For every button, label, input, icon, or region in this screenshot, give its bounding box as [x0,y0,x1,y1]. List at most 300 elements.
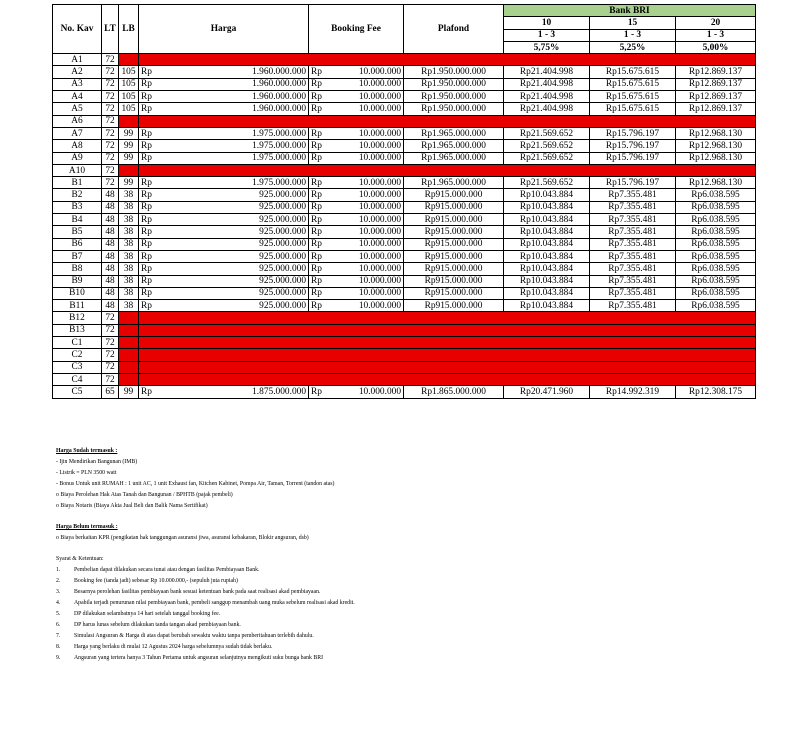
lb-cell: 99 [119,152,139,164]
kav-cell: B2 [53,189,102,201]
lb-cell: 105 [119,103,139,115]
harga-currency: Rp [139,300,161,312]
table-row [53,226,756,238]
installment-20-cell: Rp12.968.130 [676,177,756,189]
lb-cell: 99 [119,177,139,189]
harga-currency: Rp [139,127,161,139]
booking-currency: Rp [309,300,331,312]
lb-cell: 105 [119,91,139,103]
table-row [53,103,756,115]
installment-15-cell: Rp7.355.481 [590,263,676,275]
installment-10-cell: Rp10.043.884 [504,300,590,312]
term-text: Booking fee (tanda jadi) sebesar Rp 10.000.000,- (sepuluh juta rupiah) [74,578,238,584]
term-text: Angsuran yang tertera hanya 3 Tahun Pertama untuk angsuran selanjutnya mengikuti suku bunga bank BRI [74,655,324,661]
table-row-sold [53,164,756,176]
harga-cell: 1.960.000.000 [161,78,309,90]
sold-cell [139,115,756,127]
sold-cell [119,337,139,349]
lt-cell: 48 [102,287,119,299]
booking-currency: Rp [309,287,331,299]
header-fix-15: 1 - 3 [590,29,676,41]
kav-cell: A9 [53,152,102,164]
plafond-cell: Rp915.000.000 [404,263,504,275]
lt-cell: 72 [102,361,119,373]
kav-cell: B12 [53,312,102,324]
lt-cell: 48 [102,300,119,312]
lt-cell: 72 [102,91,119,103]
header-plafond: Plafond [404,5,504,54]
included-item: o Biaya Perolehan Hak Atas Tanah dan Bangunan / BPHTB (pajak pembeli) [56,492,233,498]
lt-cell: 72 [102,66,119,78]
lt-cell: 48 [102,238,119,250]
plafond-cell: Rp915.000.000 [404,189,504,201]
installment-15-cell: Rp7.355.481 [590,238,676,250]
booking-fee-cell: 10.000.000 [331,189,404,201]
sold-cell [119,164,139,176]
table-row [53,66,756,78]
table-row [53,91,756,103]
installment-10-cell: Rp21.404.998 [504,91,590,103]
installment-20-cell: Rp12.869.137 [676,66,756,78]
installment-20-cell: Rp12.308.175 [676,386,756,398]
kav-cell: B7 [53,250,102,262]
table-row [53,140,756,152]
kav-cell: B10 [53,287,102,299]
kav-cell: A5 [53,103,102,115]
installment-15-cell: Rp15.796.197 [590,152,676,164]
lb-cell: 38 [119,238,139,250]
harga-cell: 925.000.000 [161,250,309,262]
kav-cell: C5 [53,386,102,398]
harga-currency: Rp [139,78,161,90]
harga-cell: 1.960.000.000 [161,91,309,103]
installment-20-cell: Rp6.038.595 [676,226,756,238]
sold-cell [119,361,139,373]
plafond-cell: Rp1.950.000.000 [404,91,504,103]
sold-cell [139,312,756,324]
kav-cell: B6 [53,238,102,250]
booking-currency: Rp [309,66,331,78]
harga-cell: 925.000.000 [161,226,309,238]
plafond-cell: Rp1.950.000.000 [404,103,504,115]
plafond-cell: Rp915.000.000 [404,201,504,213]
sold-cell [139,361,756,373]
term-text: Harga yang berlaku di mulai 12 Agustus 2024 harga sebelumnya sudah tidak berlaku. [74,644,273,650]
installment-10-cell: Rp21.404.998 [504,66,590,78]
header-fix-20: 1 - 3 [676,29,756,41]
booking-fee-cell: 10.000.000 [331,386,404,398]
installment-15-cell: Rp7.355.481 [590,250,676,262]
lt-cell: 65 [102,386,119,398]
term-item [56,587,776,598]
harga-cell: 1.960.000.000 [161,66,309,78]
harga-currency: Rp [139,263,161,275]
booking-fee-cell: 10.000.000 [331,152,404,164]
table-row-sold [53,54,756,66]
lb-cell: 99 [119,386,139,398]
installment-20-cell: Rp6.038.595 [676,287,756,299]
table-row-sold [53,324,756,336]
header-bank: Bank BRI [504,5,756,17]
plafond-cell: Rp915.000.000 [404,300,504,312]
installment-10-cell: Rp21.404.998 [504,78,590,90]
booking-currency: Rp [309,189,331,201]
booking-fee-cell: 10.000.000 [331,127,404,139]
term-item [56,642,776,653]
booking-currency: Rp [309,140,331,152]
installment-20-cell: Rp12.968.130 [676,152,756,164]
term-number: 3. [56,589,61,595]
harga-currency: Rp [139,189,161,201]
harga-currency: Rp [139,103,161,115]
lt-cell: 72 [102,337,119,349]
installment-10-cell: Rp21.404.998 [504,103,590,115]
excluded-title: Harga Belum termasuk : [56,524,118,530]
lb-cell: 38 [119,226,139,238]
installment-15-cell: Rp15.796.197 [590,140,676,152]
term-number: 5. [56,611,61,617]
kav-cell: A8 [53,140,102,152]
installment-15-cell: Rp15.675.615 [590,91,676,103]
included-title: Harga Sudah termasuk : [56,448,118,454]
lt-cell: 48 [102,189,119,201]
booking-fee-cell: 10.000.000 [331,250,404,262]
lt-cell: 72 [102,177,119,189]
harga-cell: 925.000.000 [161,275,309,287]
table-row [53,177,756,189]
installment-20-cell: Rp6.038.595 [676,250,756,262]
table-row [53,275,756,287]
booking-currency: Rp [309,78,331,90]
installment-15-cell: Rp15.675.615 [590,66,676,78]
term-item [56,653,776,664]
kav-cell: A6 [53,115,102,127]
harga-currency: Rp [139,226,161,238]
booking-currency: Rp [309,91,331,103]
excluded-item: o Biaya berkaitan KPR (pengikatan hak tanggungan asuransi jiwa, asuransi kebakaran, Blokir angsuran, dsb) [56,535,309,541]
table-row-sold [53,115,756,127]
harga-cell: 1.875.000.000 [161,386,309,398]
installment-10-cell: Rp21.569.652 [504,177,590,189]
plafond-cell: Rp1.965.000.000 [404,140,504,152]
table-row [53,127,756,139]
sold-cell [119,324,139,336]
installment-10-cell: Rp21.569.652 [504,140,590,152]
plafond-cell: Rp915.000.000 [404,250,504,262]
header-tenor-10: 10 [504,17,590,29]
lt-cell: 48 [102,250,119,262]
lt-cell: 72 [102,140,119,152]
harga-cell: 925.000.000 [161,238,309,250]
harga-cell: 925.000.000 [161,300,309,312]
lt-cell: 72 [102,373,119,385]
installment-20-cell: Rp12.968.130 [676,127,756,139]
harga-currency: Rp [139,201,161,213]
sold-cell [139,349,756,361]
installment-15-cell: Rp7.355.481 [590,189,676,201]
lb-cell: 99 [119,140,139,152]
installment-15-cell: Rp7.355.481 [590,226,676,238]
plafond-cell: Rp915.000.000 [404,275,504,287]
sold-cell [139,324,756,336]
header-rate-15: 5,25% [590,41,676,53]
installment-20-cell: Rp6.038.595 [676,238,756,250]
lb-cell: 38 [119,263,139,275]
lb-cell: 105 [119,66,139,78]
booking-currency: Rp [309,263,331,275]
sold-cell [119,349,139,361]
harga-cell: 1.975.000.000 [161,140,309,152]
installment-15-cell: Rp7.355.481 [590,287,676,299]
plafond-cell: Rp915.000.000 [404,287,504,299]
installment-10-cell: Rp10.043.884 [504,263,590,275]
term-item [56,598,776,609]
booking-fee-cell: 10.000.000 [331,177,404,189]
term-number: 7. [56,633,61,639]
table-row [53,386,756,398]
table-row [53,78,756,90]
notes-section [56,446,776,664]
table-row [53,189,756,201]
sold-cell [139,373,756,385]
lt-cell: 48 [102,263,119,275]
harga-currency: Rp [139,386,161,398]
installment-15-cell: Rp7.355.481 [590,300,676,312]
plafond-cell: Rp1.950.000.000 [404,66,504,78]
kav-cell: B5 [53,226,102,238]
term-item [56,620,776,631]
term-text: Apabila terjadi penurunan nilai pembiayaan bank, pembeli sanggup menambah uang muka sebelum realisasi akad kredit. [74,600,355,606]
term-text: Pembelian dapat dilakukan secara tunai atau dengan fasilitas Pembiayaan Bank. [74,567,260,573]
installment-15-cell: Rp7.355.481 [590,214,676,226]
kav-cell: C2 [53,349,102,361]
sold-cell [119,54,139,66]
kav-cell: A4 [53,91,102,103]
lt-cell: 48 [102,226,119,238]
installment-10-cell: Rp10.043.884 [504,287,590,299]
installment-20-cell: Rp6.038.595 [676,201,756,213]
term-item [56,609,776,620]
booking-currency: Rp [309,238,331,250]
plafond-cell: Rp1.965.000.000 [404,152,504,164]
installment-15-cell: Rp7.355.481 [590,201,676,213]
installment-20-cell: Rp12.869.137 [676,78,756,90]
installment-15-cell: Rp15.796.197 [590,127,676,139]
kav-cell: A3 [53,78,102,90]
term-item [56,565,776,576]
booking-currency: Rp [309,386,331,398]
lb-cell: 38 [119,287,139,299]
lt-cell: 72 [102,54,119,66]
booking-fee-cell: 10.000.000 [331,238,404,250]
harga-cell: 1.975.000.000 [161,127,309,139]
installment-15-cell: Rp15.675.615 [590,103,676,115]
booking-fee-cell: 10.000.000 [331,66,404,78]
term-item [56,576,776,587]
installment-15-cell: Rp14.992.319 [590,386,676,398]
term-number: 2. [56,578,61,584]
harga-cell: 925.000.000 [161,201,309,213]
table-row [53,214,756,226]
kav-cell: B8 [53,263,102,275]
table-row [53,201,756,213]
kav-cell: B4 [53,214,102,226]
header-booking-fee: Booking Fee [309,5,404,54]
kav-cell: B13 [53,324,102,336]
plafond-cell: Rp915.000.000 [404,238,504,250]
table-row [53,250,756,262]
kav-cell: A2 [53,66,102,78]
price-table [52,4,756,399]
lb-cell: 38 [119,250,139,262]
installment-15-cell: Rp15.796.197 [590,177,676,189]
installment-10-cell: Rp21.569.652 [504,127,590,139]
booking-currency: Rp [309,103,331,115]
plafond-cell: Rp1.965.000.000 [404,127,504,139]
kav-cell: B3 [53,201,102,213]
included-item: - Bonus Untuk unit RUMAH : 1 unit AC, 1 unit Exhaust fan, Kitchen Kabinet, Pompa Air, Taman, Torrent (tandon atas) [56,481,335,487]
sold-cell [139,54,756,66]
harga-currency: Rp [139,287,161,299]
kav-cell: B11 [53,300,102,312]
lt-cell: 72 [102,164,119,176]
included-item: - Listrik = PLN 3500 watt [56,470,117,476]
installment-10-cell: Rp10.043.884 [504,189,590,201]
header-lb: LB [119,5,139,54]
kav-cell: A1 [53,54,102,66]
included-item: - Ijin Mendirikan Bangunan (IMB) [56,459,138,465]
lt-cell: 72 [102,78,119,90]
installment-10-cell: Rp20.471.960 [504,386,590,398]
header-lt: LT [102,5,119,54]
kav-cell: B9 [53,275,102,287]
sold-cell [119,312,139,324]
installment-15-cell: Rp7.355.481 [590,275,676,287]
table-row-sold [53,361,756,373]
harga-cell: 925.000.000 [161,287,309,299]
term-text: Besarnya perolehan fasilitas pembiayaan bank sesuai ketentuan bank pada saat realisasi akad pembiayaan. [74,589,321,595]
term-number: 4. [56,600,61,606]
table-row-sold [53,312,756,324]
table-row [53,300,756,312]
harga-cell: 1.975.000.000 [161,177,309,189]
installment-20-cell: Rp12.869.137 [676,91,756,103]
table-row-sold [53,349,756,361]
installment-10-cell: Rp10.043.884 [504,226,590,238]
harga-currency: Rp [139,250,161,262]
table-row [53,152,756,164]
term-number: 9. [56,655,61,661]
lt-cell: 72 [102,349,119,361]
included-list [56,457,776,512]
table-row [53,263,756,275]
table-body [53,54,756,398]
installment-20-cell: Rp12.968.130 [676,140,756,152]
booking-fee-cell: 10.000.000 [331,263,404,275]
included-item: o Biaya Notaris (Biaya Akta Jual Beli dan Balik Nama Sertifikat) [56,503,208,509]
kav-cell: C4 [53,373,102,385]
booking-currency: Rp [309,250,331,262]
harga-currency: Rp [139,238,161,250]
plafond-cell: Rp1.965.000.000 [404,177,504,189]
lb-cell: 38 [119,189,139,201]
kav-cell: C1 [53,337,102,349]
lb-cell: 38 [119,214,139,226]
lb-cell: 38 [119,275,139,287]
sold-cell [119,373,139,385]
lt-cell: 48 [102,275,119,287]
plafond-cell: Rp1.950.000.000 [404,78,504,90]
table-row-sold [53,337,756,349]
booking-currency: Rp [309,226,331,238]
plafond-cell: Rp1.865.000.000 [404,386,504,398]
terms-title: Syarat & Ketentuan: [56,556,104,562]
lb-cell: 38 [119,201,139,213]
kav-cell: A7 [53,127,102,139]
term-number: 1. [56,567,61,573]
booking-fee-cell: 10.000.000 [331,226,404,238]
installment-20-cell: Rp6.038.595 [676,275,756,287]
term-text: Simulasi Angsuran & Harga di atas dapat berubah sewaktu waktu tanpa pemberitahuan terlebih dahulu. [74,633,314,639]
harga-cell: 925.000.000 [161,189,309,201]
lb-cell: 105 [119,78,139,90]
lt-cell: 72 [102,152,119,164]
sold-cell [119,115,139,127]
installment-20-cell: Rp6.038.595 [676,214,756,226]
kav-cell: A10 [53,164,102,176]
table-row-sold [53,373,756,385]
installment-10-cell: Rp10.043.884 [504,238,590,250]
table-row [53,238,756,250]
installment-20-cell: Rp6.038.595 [676,189,756,201]
installment-10-cell: Rp21.569.652 [504,152,590,164]
header-no-kav: No. Kav [53,5,102,54]
harga-currency: Rp [139,152,161,164]
booking-fee-cell: 10.000.000 [331,140,404,152]
installment-15-cell: Rp15.675.615 [590,78,676,90]
harga-currency: Rp [139,214,161,226]
term-number: 6. [56,622,61,628]
sold-cell [139,337,756,349]
lt-cell: 72 [102,127,119,139]
plafond-cell: Rp915.000.000 [404,214,504,226]
booking-fee-cell: 10.000.000 [331,78,404,90]
lb-cell: 38 [119,300,139,312]
installment-10-cell: Rp10.043.884 [504,201,590,213]
excluded-list [56,533,776,544]
header-fix-10: 1 - 3 [504,29,590,41]
booking-currency: Rp [309,127,331,139]
installment-10-cell: Rp10.043.884 [504,214,590,226]
booking-currency: Rp [309,201,331,213]
booking-fee-cell: 10.000.000 [331,201,404,213]
terms-list [56,565,776,664]
booking-fee-cell: 10.000.000 [331,287,404,299]
kav-cell: B1 [53,177,102,189]
installment-20-cell: Rp6.038.595 [676,300,756,312]
harga-currency: Rp [139,275,161,287]
harga-cell: 1.975.000.000 [161,152,309,164]
installment-10-cell: Rp10.043.884 [504,250,590,262]
booking-fee-cell: 10.000.000 [331,275,404,287]
lb-cell: 99 [119,127,139,139]
term-item [56,631,776,642]
installment-20-cell: Rp6.038.595 [676,263,756,275]
header-tenor-15: 15 [590,17,676,29]
term-number: 8. [56,644,61,650]
booking-fee-cell: 10.000.000 [331,214,404,226]
table-row [53,287,756,299]
